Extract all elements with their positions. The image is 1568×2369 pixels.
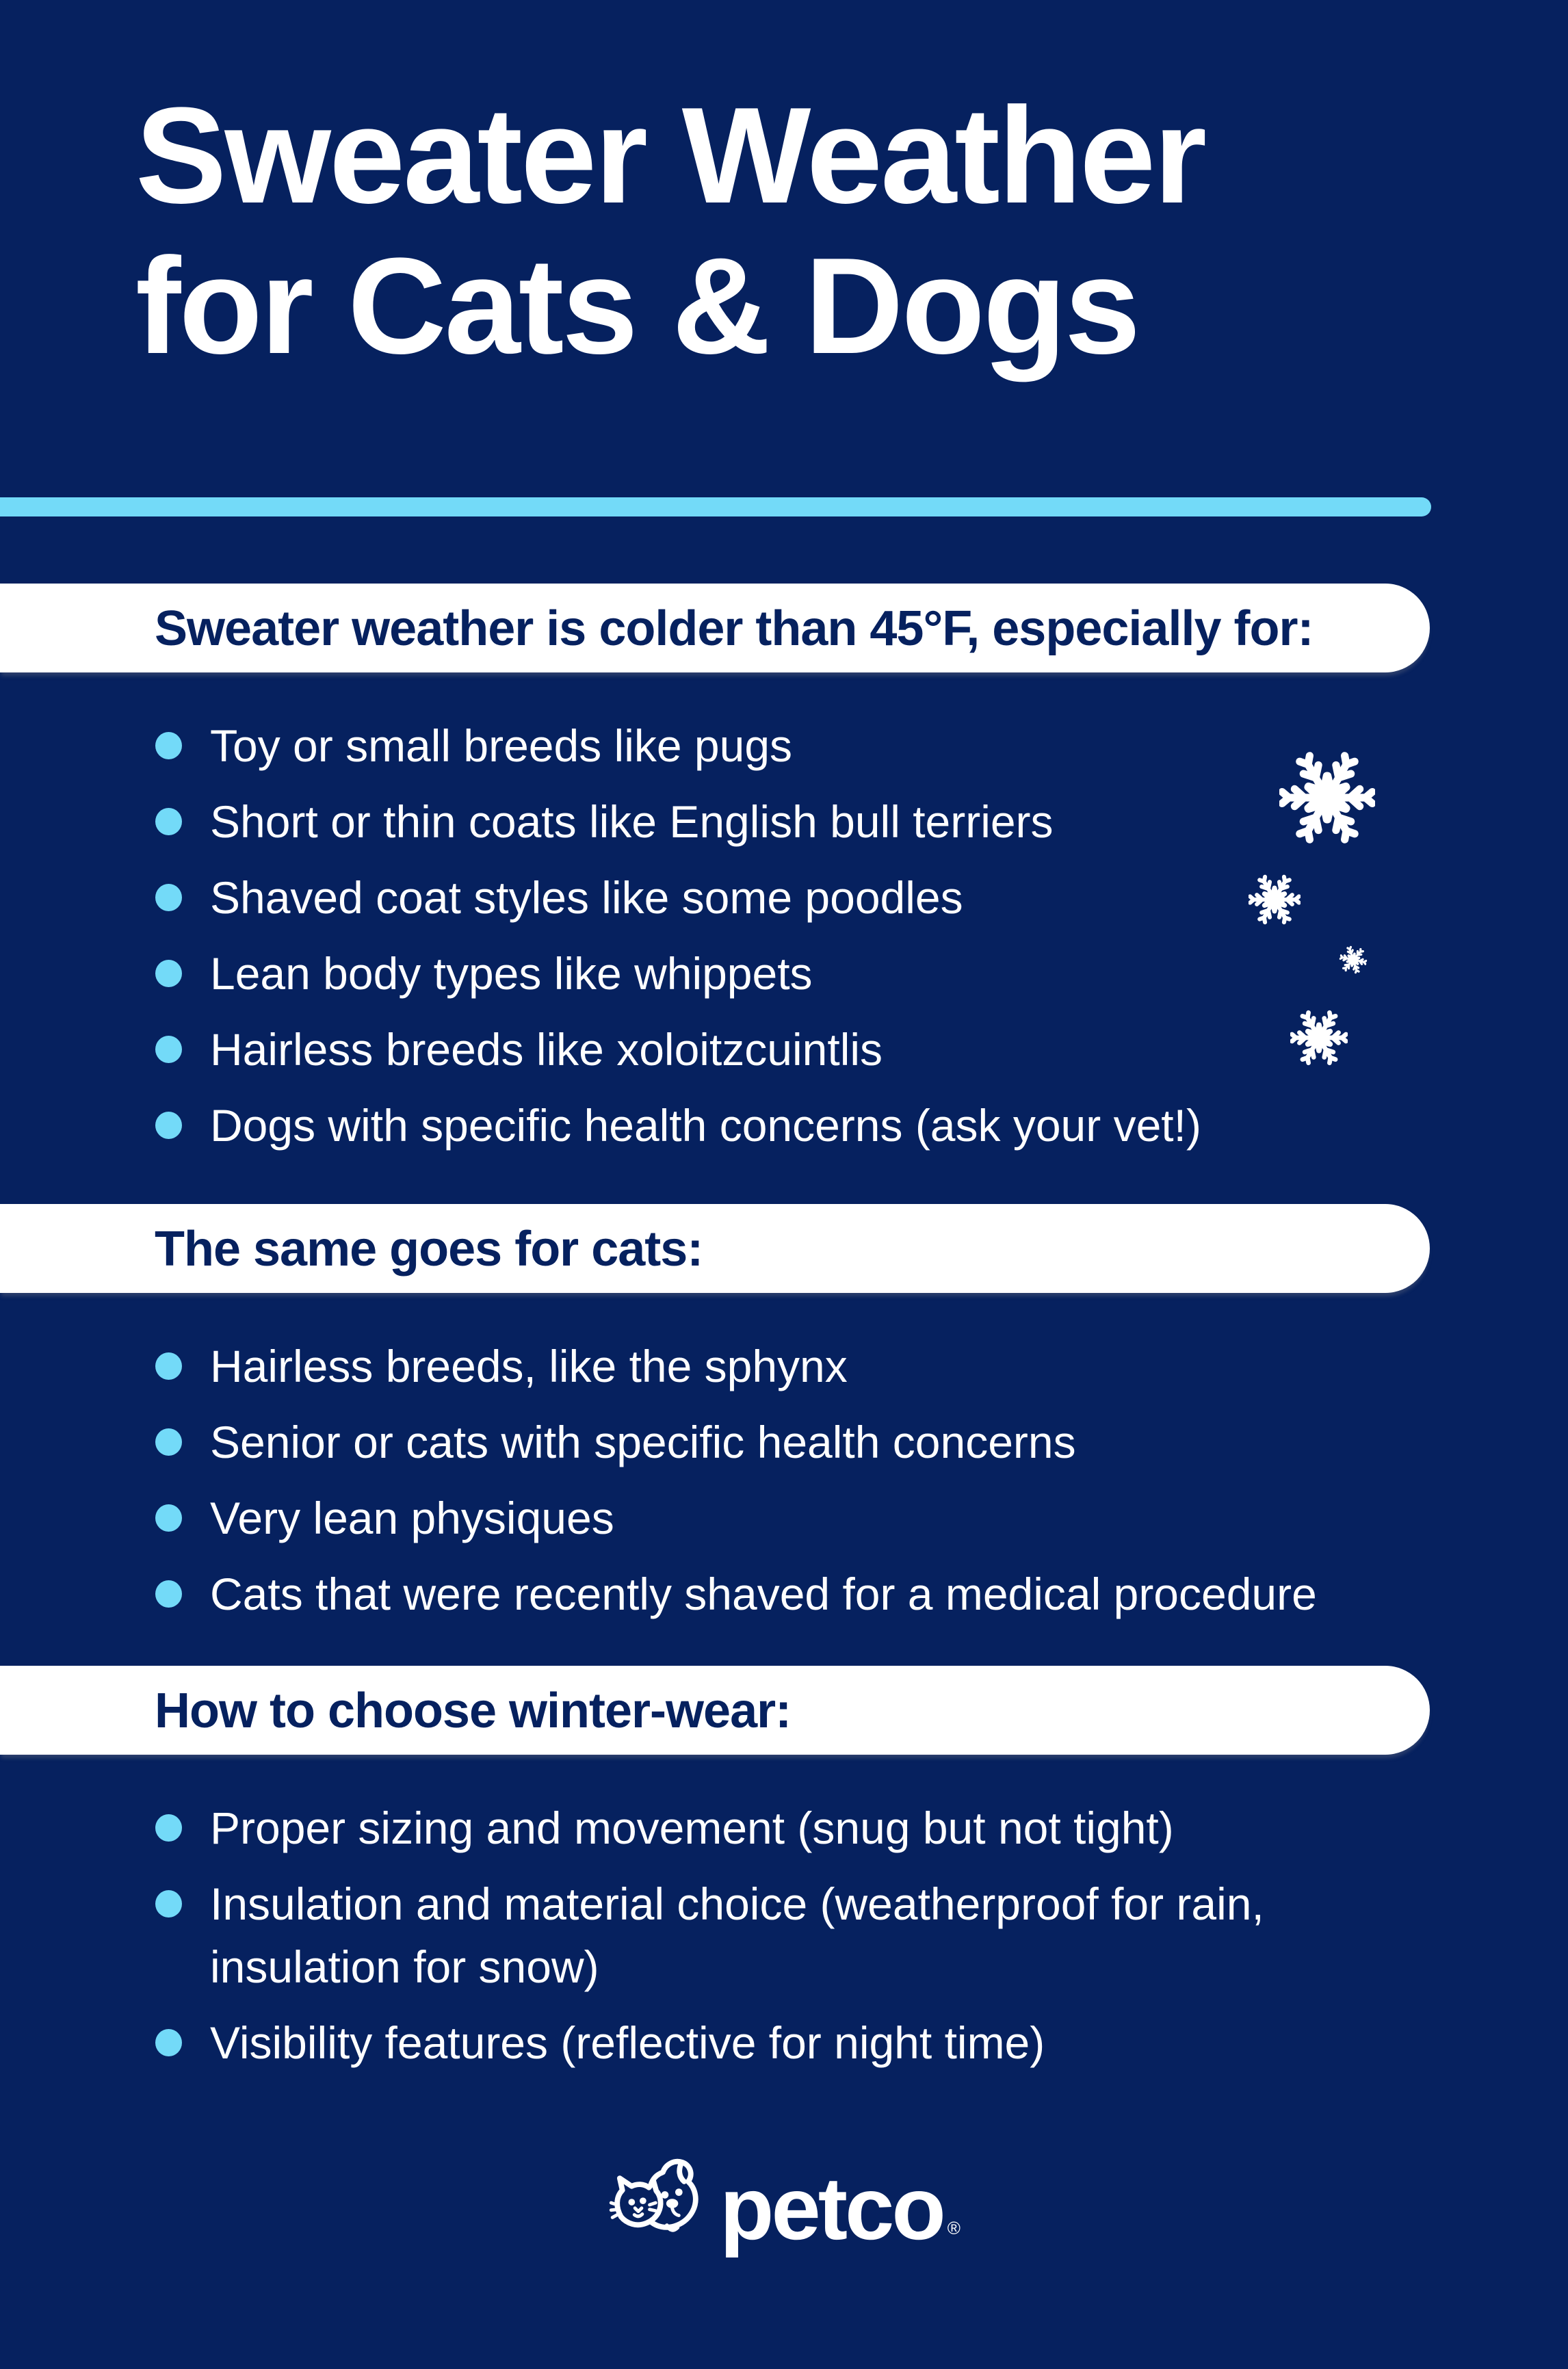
- bullet-icon: [155, 960, 182, 987]
- section-banner-dogs: [0, 584, 1430, 672]
- list-item: Hairless breeds, like the sphynx: [155, 1335, 1417, 1398]
- page-title-line2: for Cats & Dogs: [135, 230, 1139, 382]
- section-banner-winter-wear: [0, 1666, 1430, 1755]
- snowflake-icon: [1290, 1009, 1348, 1066]
- page-title: [135, 81, 1205, 382]
- bullet-icon: [155, 1352, 182, 1380]
- bullet-icon: [155, 808, 182, 835]
- list-item: Hairless breeds like xoloitzcuintlis: [155, 1018, 1417, 1081]
- bullet-list-dogs: [155, 714, 1417, 1170]
- list-item: Lean body types like whippets: [155, 942, 1417, 1005]
- bullet-icon: [155, 884, 182, 911]
- bullet-icon: [155, 1112, 182, 1139]
- registered-mark: ®: [947, 2217, 961, 2238]
- list-item: Senior or cats with specific health concerns: [155, 1411, 1417, 1474]
- list-item: Shaved coat styles like some poodles: [155, 866, 1417, 929]
- list-item: Proper sizing and movement (snug but not tight): [155, 1796, 1417, 1859]
- list-item: Cats that were recently shaved for a medical procedure: [155, 1562, 1417, 1625]
- snowflake-icon: [1337, 943, 1369, 976]
- bullet-icon: [155, 1504, 182, 1532]
- bullet-icon: [155, 2029, 182, 2056]
- petco-logo: [0, 2154, 1568, 2256]
- section-heading: The same goes for cats:: [155, 1222, 703, 1277]
- section-heading: Sweater weather is colder than 45°F, especially for:: [155, 601, 1314, 656]
- snowflake-icon: [1279, 750, 1375, 846]
- section-heading: How to choose winter-wear:: [155, 1684, 792, 1738]
- list-item: Very lean physiques: [155, 1487, 1417, 1549]
- bullet-icon: [155, 1814, 182, 1842]
- bullet-icon: [155, 732, 182, 759]
- list-item: Toy or small breeds like pugs: [155, 714, 1417, 777]
- petco-wordmark: petco: [720, 2158, 943, 2258]
- bullet-icon: [155, 1580, 182, 1608]
- bullet-icon: [155, 1036, 182, 1063]
- bullet-icon: [155, 1428, 182, 1456]
- list-item: Short or thin coats like English bull terriers: [155, 790, 1417, 853]
- bullet-list-winter-wear: [155, 1796, 1417, 2087]
- accent-divider: [0, 497, 1431, 516]
- snowflake-icon: [1249, 874, 1301, 926]
- bullet-icon: [155, 1890, 182, 1918]
- section-banner-cats: [0, 1204, 1430, 1293]
- list-item: Insulation and material choice (weatherproof for rain, insulation for snow): [155, 1872, 1417, 1998]
- bullet-list-cats: [155, 1335, 1417, 1638]
- list-item: Dogs with specific health concerns (ask your vet!): [155, 1094, 1417, 1157]
- petco-cat-dog-icon: [609, 2158, 717, 2251]
- list-item: Visibility features (reflective for night time): [155, 2011, 1417, 2074]
- page-title-line1: Sweater Weather: [135, 79, 1205, 232]
